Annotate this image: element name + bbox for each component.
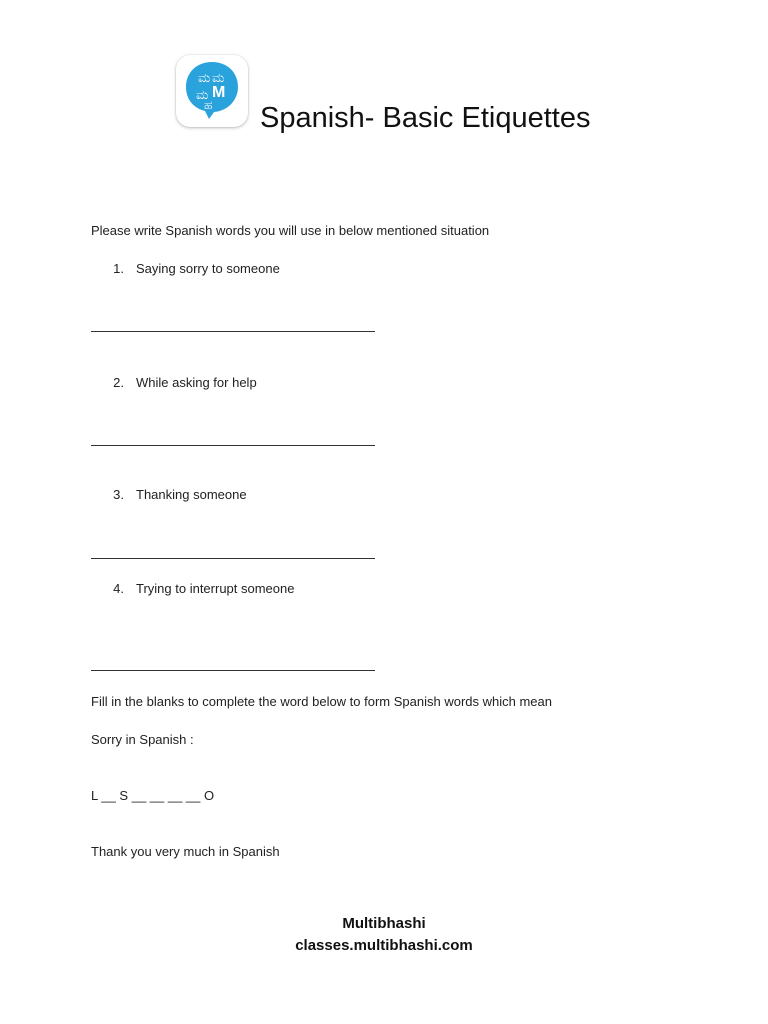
logo-glyph-3: ಮ — [196, 88, 209, 103]
question-text: Trying to interrupt someone — [136, 581, 295, 596]
multibhashi-logo — [176, 55, 248, 127]
question-number: 1. — [113, 261, 124, 276]
question-number: 2. — [113, 375, 124, 390]
thanks-label: Thank you very much in Spanish — [91, 844, 280, 859]
sorry-label: Sorry in Spanish : — [91, 732, 194, 747]
logo-glyph-1: ಮ — [198, 71, 211, 86]
answer-line[interactable] — [91, 445, 375, 446]
multibhashi-speech-bubble-icon — [176, 55, 248, 127]
logo-glyph-2: ಮ — [212, 71, 225, 86]
answer-line[interactable] — [91, 331, 375, 332]
fill-instruction-text: Fill in the blanks to complete the word below to form Spanish words which mean — [91, 694, 552, 709]
question-text: Thanking someone — [136, 487, 247, 502]
question-number: 3. — [113, 487, 124, 502]
logo-glyph-4: ಹ — [204, 98, 213, 112]
answer-line[interactable] — [91, 670, 375, 671]
answer-line[interactable] — [91, 558, 375, 559]
instruction-text: Please write Spanish words you will use in below mentioned situation — [91, 223, 490, 238]
footer-brand: Multibhashi — [342, 915, 426, 932]
logo-glyph-m: M — [212, 84, 226, 101]
question-text: While asking for help — [136, 375, 257, 390]
footer-url[interactable]: classes.multibhashi.com — [295, 937, 473, 954]
question-text: Saying sorry to someone — [136, 261, 280, 276]
sorry-puzzle: L __ S __ __ __ __ O — [91, 788, 215, 803]
page-title: Spanish- Basic Etiquettes — [260, 102, 591, 134]
question-number: 4. — [113, 581, 124, 596]
